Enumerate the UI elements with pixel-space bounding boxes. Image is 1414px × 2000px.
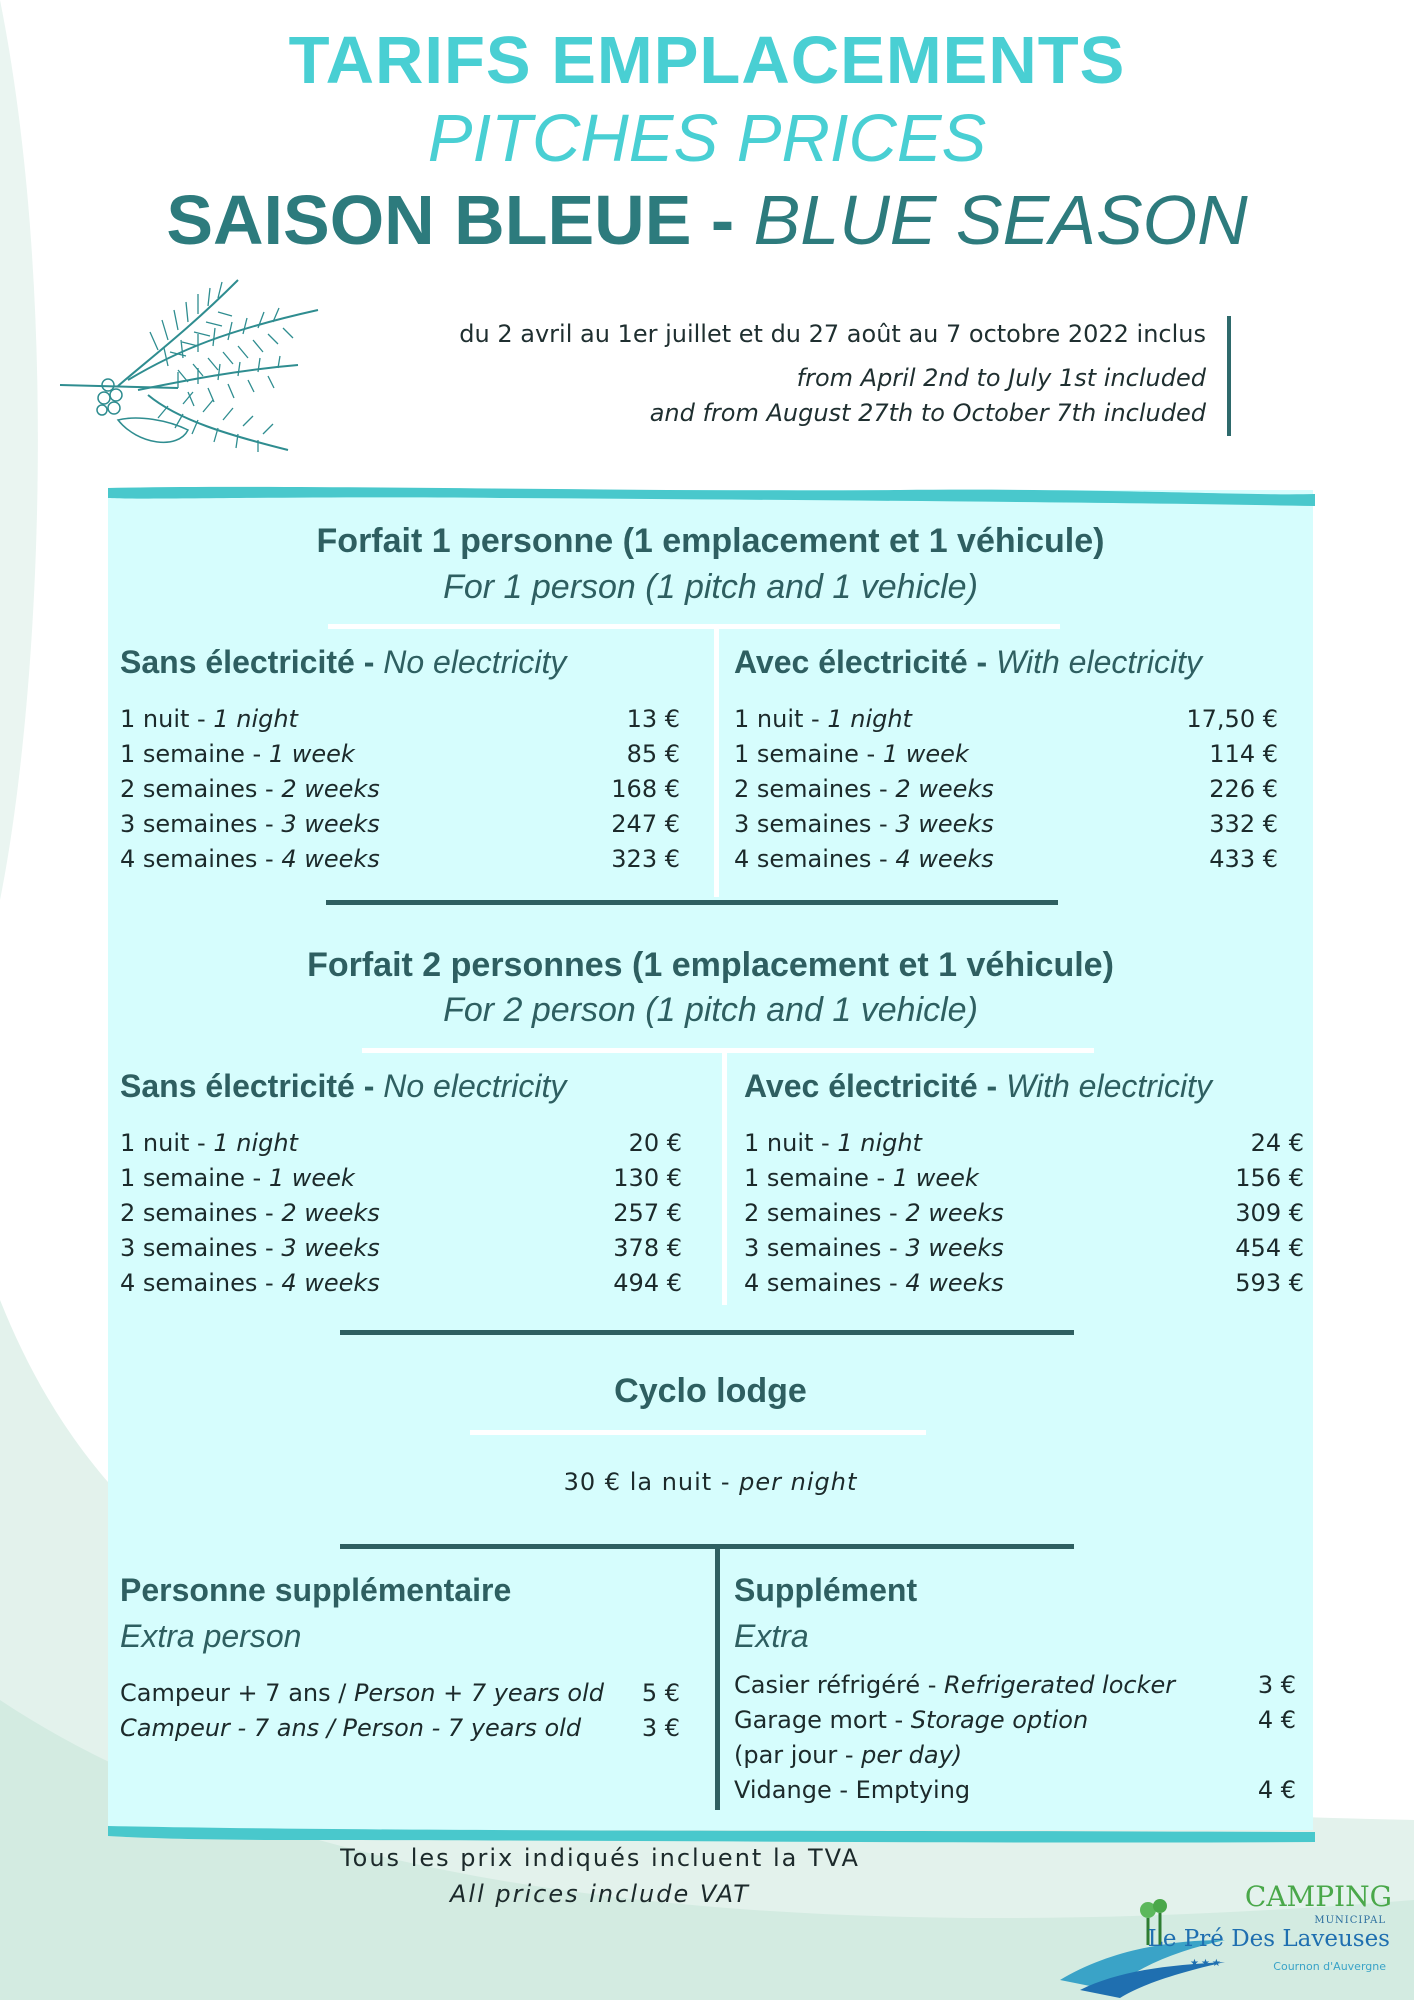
price-row [120,702,680,736]
price-row [744,1231,1304,1265]
row-label-en: Refrigerated locker [944,1671,1176,1699]
price-row [734,1703,1296,1737]
forfait2-top-divider [362,1048,1094,1053]
price-row [120,772,680,806]
row-price: 3 € [1257,1671,1296,1699]
price-row [120,1676,680,1710]
row-price: 130 € [613,1164,682,1192]
row-label-en: 1 week [882,740,969,768]
forfait1-column-divider [714,627,719,897]
dates-en-1: from April 2nd to July 1st included [796,364,1206,392]
row-label-en: Campeur - 7 ans / Person - 7 years old [120,1714,582,1742]
row-price: 454 € [1235,1234,1304,1262]
row-price: 309 € [1235,1199,1304,1227]
row-label-en: 2 weeks [905,1199,1004,1227]
row-label-fr: 1 nuit - [744,1129,838,1157]
heading-en: With electricity [1006,1068,1213,1104]
price-row [120,1126,682,1160]
row-label-fr: 1 nuit - [120,1129,214,1157]
season-title [0,180,1414,260]
row-price: 156 € [1235,1164,1304,1192]
row-label-fr: Vidange - [734,1776,856,1804]
row-price: 24 € [1250,1129,1304,1157]
row-price: 13 € [626,705,680,733]
season-fr: SAISON BLEUE [166,181,692,259]
row-label-en: 1 night [827,705,912,733]
dates-divider [1227,316,1231,436]
season-en: BLUE SEASON [753,181,1248,259]
price-row [744,1266,1304,1300]
dates-fr: du 2 avril au 1er juillet et du 27 août au 7 octobre 2022 inclus [459,320,1206,348]
extras-column-divider [715,1547,720,1810]
row-label-en: per day) [861,1741,963,1769]
row-label-fr: 1 semaine - [744,1164,893,1192]
row-label-fr: (par jour - [734,1741,862,1769]
row-label-fr: 1 nuit - [120,705,214,733]
supplement-heading-fr: Supplément [734,1572,918,1608]
row-label-fr: 4 semaines - [120,1269,282,1297]
row-label-en: Storage option [910,1706,1089,1734]
price-row [120,737,680,771]
row-price: 247 € [611,810,680,838]
pine-branch-icon [58,270,328,470]
row-price: 433 € [1209,845,1278,873]
forfait1-elec-heading [734,644,1202,681]
row-price: 323 € [611,845,680,873]
heading-en: No electricity [383,1068,567,1104]
row-label-fr: 1 semaine - [734,740,883,768]
row-label-fr: 2 semaines - [744,1199,906,1227]
price-row [744,1161,1304,1195]
row-label-en: 4 weeks [905,1269,1004,1297]
row-price: 85 € [626,740,680,768]
row-price: 17,50 € [1186,705,1278,733]
row-label-en: 3 weeks [905,1234,1004,1262]
row-label-en: 4 weeks [895,845,994,873]
row-label-fr: 3 semaines - [734,810,896,838]
logo-stars: ★★★ [1190,1958,1223,1969]
price-row [734,1773,1296,1807]
price-row [734,772,1278,806]
row-label-en: 3 weeks [895,810,994,838]
row-label-fr: 3 semaines - [120,810,282,838]
logo-municipal: MUNICIPAL [1314,1915,1386,1926]
row-label-en: Emptying [855,1776,971,1804]
forfait1-title-en: For 1 person (1 pitch and 1 vehicle) [443,568,978,606]
title-fr: TARIFS EMPLACEMENTS [288,23,1126,98]
price-row [120,1231,682,1265]
row-label-fr: 3 semaines - [120,1234,282,1262]
price-row [734,737,1278,771]
row-label-fr: 1 semaine - [120,740,269,768]
row-price: 593 € [1235,1269,1304,1297]
forfait2-column-divider [722,1050,727,1305]
forfait2-elec-heading [744,1068,1212,1105]
price-row [120,1196,682,1230]
price-row [734,1668,1296,1702]
row-price: 494 € [613,1269,682,1297]
row-label-en: 1 night [837,1129,922,1157]
extra-person-heading-fr: Personne supplémentaire [120,1572,512,1608]
title-en: PITCHES PRICES [427,101,987,176]
logo-town: Cournon d'Auvergne [1273,1960,1386,1973]
row-price: 226 € [1209,775,1278,803]
row-label-en: Person + 7 years old [353,1679,604,1707]
row-label-en: 1 night [213,705,298,733]
price-row [120,1161,682,1195]
heading-fr: Sans électricité - [120,644,384,680]
row-label-fr: 3 semaines - [744,1234,906,1262]
row-label-fr: Campeur + 7 ans / [120,1679,354,1707]
forfait2-no-elec-heading [120,1068,566,1105]
row-label-fr: 2 semaines - [120,775,282,803]
price-row [120,1711,680,1745]
price-row [744,1196,1304,1230]
price-row [744,1126,1304,1160]
heading-fr: Avec électricité - [734,644,997,680]
row-label-en: 1 night [213,1129,298,1157]
row-price: 4 € [1257,1706,1296,1734]
forfait1-title-fr: Forfait 1 personne (1 emplacement et 1 véhicule) [316,522,1105,560]
vat-note-fr: Tous les prix indiqués incluent la TVA [340,1844,860,1872]
row-price: 332 € [1209,810,1278,838]
row-label-en: 1 week [268,1164,355,1192]
row-price: 4 € [1257,1776,1296,1804]
price-row [734,807,1278,841]
price-row [734,842,1278,876]
cyclo-divider [470,1430,926,1435]
heading-en: With electricity [996,644,1203,680]
season-separator: - [691,181,754,259]
forfait2-title-en: For 2 person (1 pitch and 1 vehicle) [443,991,978,1029]
row-price: 114 € [1209,740,1278,768]
row-label-fr: 1 nuit - [734,705,828,733]
row-price: 378 € [613,1234,682,1262]
row-price: 3 € [641,1714,680,1742]
row-label-en: 1 week [268,740,355,768]
logo-name: Le Pré Des Laveuses [1147,1926,1390,1952]
dates-en-2: and from August 27th to October 7th included [649,399,1206,427]
cyclo-price [108,1468,1313,1496]
row-price: 20 € [628,1129,682,1157]
cyclo-bottom-divider [340,1544,1074,1549]
row-label-fr: Casier réfrigéré - [734,1671,945,1699]
row-label-fr: 4 semaines - [120,845,282,873]
row-label-fr: 1 semaine - [120,1164,269,1192]
row-label-en: 2 weeks [281,1199,380,1227]
heading-en: No electricity [383,644,567,680]
forfait2-title-fr: Forfait 2 personnes (1 emplacement et 1 véhicule) [307,946,1114,984]
forfait1-no-elec-heading [120,644,566,681]
row-label-fr: 4 semaines - [734,845,896,873]
supplement-heading-en: Extra [734,1618,809,1654]
row-label-fr: 2 semaines - [120,1199,282,1227]
panel-top-brush [100,478,1320,508]
row-label-en: 4 weeks [281,845,380,873]
vat-note-en: All prices include VAT [450,1880,750,1908]
price-row [120,842,680,876]
row-price: 5 € [641,1679,680,1707]
forfait2-bottom-divider [340,1330,1074,1335]
row-label-en: 2 weeks [281,775,380,803]
row-label-en: 3 weeks [281,810,380,838]
extra-person-heading-en: Extra person [120,1618,302,1654]
row-label-fr: Garage mort - [734,1706,911,1734]
row-label-en: 1 week [892,1164,979,1192]
logo-camping: CAMPING [1244,1880,1392,1913]
heading-fr: Sans électricité - [120,1068,384,1104]
price-row-note [734,1738,1296,1772]
forfait1-bottom-divider [326,900,1058,905]
cyclo-price-en: per night [739,1468,858,1496]
forfait1-top-divider [328,624,1060,629]
row-label-en: 3 weeks [281,1234,380,1262]
row-label-en: 2 weeks [895,775,994,803]
row-label-fr: 2 semaines - [734,775,896,803]
row-price: 257 € [613,1199,682,1227]
row-label-en: 4 weeks [281,1269,380,1297]
row-price: 168 € [611,775,680,803]
cyclo-title: Cyclo lodge [614,1372,807,1410]
camping-logo [1050,1880,1400,2000]
price-row [120,807,680,841]
row-label-fr: 4 semaines - [744,1269,906,1297]
price-row [734,702,1278,736]
cyclo-price-fr: 30 € la nuit - [563,1468,740,1496]
heading-fr: Avec électricité - [744,1068,1007,1104]
price-row [120,1266,682,1300]
